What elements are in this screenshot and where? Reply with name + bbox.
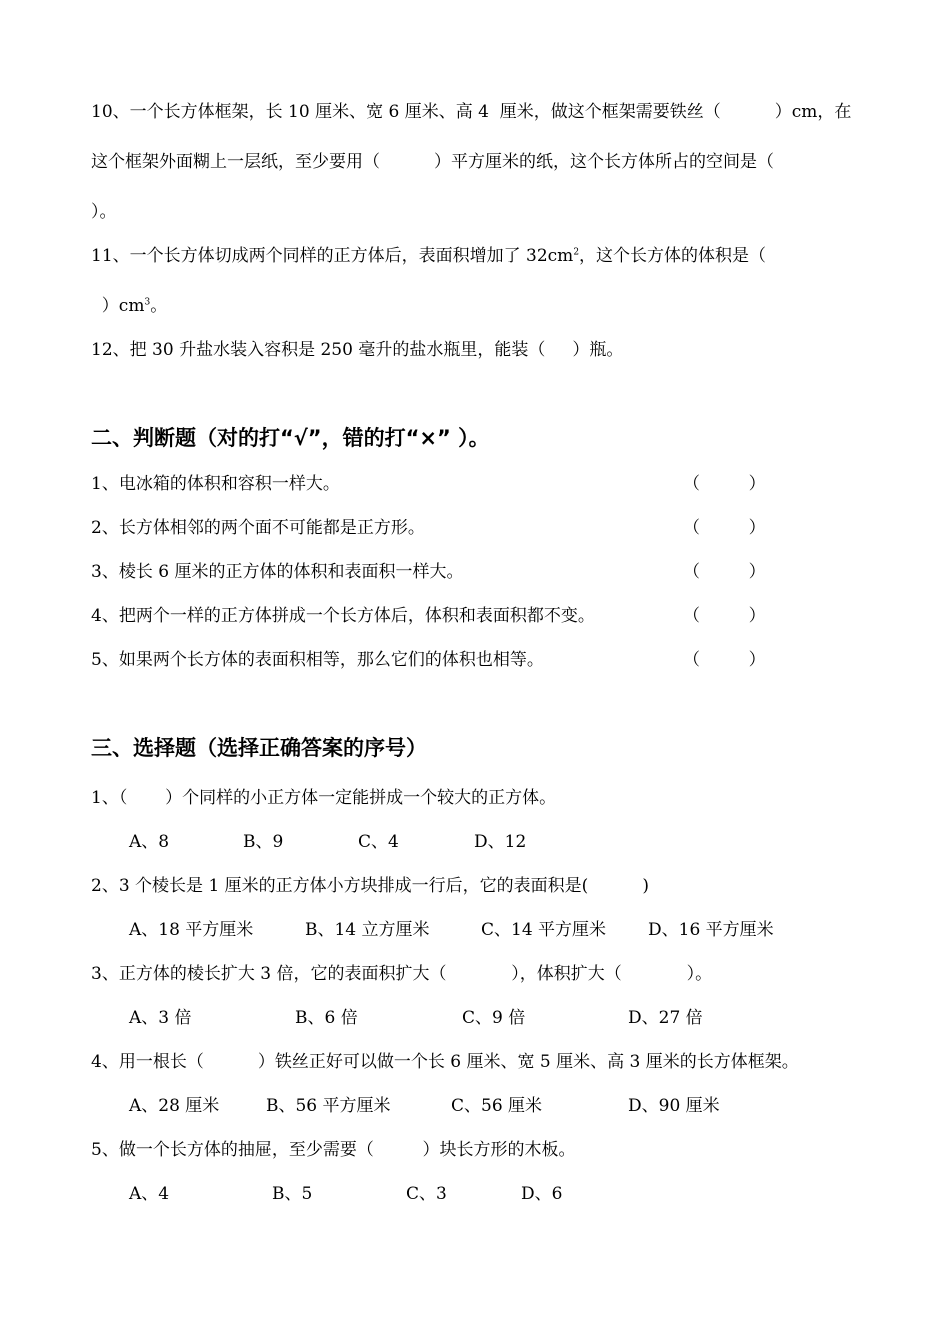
q3-option-a: A、3 倍 — [129, 1008, 192, 1028]
judge-answer-2: （ ） — [683, 518, 766, 538]
q5-option-c: C、3 — [406, 1184, 447, 1204]
q3-option-c: C、9 倍 — [462, 1008, 526, 1028]
q5-option-d: D、6 — [521, 1184, 563, 1204]
q4-option-a: A、28 厘米 — [129, 1096, 220, 1116]
question-10-line-1: 10、一个长方体框架，长 10 厘米、宽 6 厘米、高 4 厘米，做这个框架需要铁丝（ ）cm，在 — [91, 102, 852, 122]
choice-question-3: 3、正方体的棱长扩大 3 倍，它的表面积扩大（ ），体积扩大（ ）。 — [91, 964, 713, 984]
question-10-line-3: ）。 — [91, 202, 117, 222]
judge-item-3: 3、棱长 6 厘米的正方体的体积和表面积一样大。 — [91, 562, 464, 582]
choice-question-4: 4、用一根长（ ）铁丝正好可以做一个长 6 厘米、宽 5 厘米、高 3 厘米的长方体框架。 — [91, 1052, 799, 1072]
choice-question-5: 5、做一个长方体的抽屉，至少需要（ ）块长方形的木板。 — [91, 1140, 576, 1160]
q2-option-a: A、18 平方厘米 — [129, 920, 254, 940]
q3-option-b: B、6 倍 — [295, 1008, 358, 1028]
squared-superscript: 2 — [573, 247, 580, 258]
judge-answer-3: （ ） — [683, 562, 766, 582]
q2-option-d: D、16 平方厘米 — [648, 920, 774, 940]
q1-option-b: B、9 — [243, 832, 284, 852]
q1-option-d: D、12 — [474, 832, 527, 852]
question-10-line-2: 这个框架外面糊上一层纸，至少要用（ ）平方厘米的纸，这个长方体所占的空间是（ — [91, 152, 775, 172]
question-11-text: 11、一个长方体切成两个同样的正方体后，表面积增加了 32cm — [91, 246, 574, 266]
judge-answer-5: （ ） — [683, 650, 766, 670]
q1-option-c: C、4 — [358, 832, 399, 852]
judge-item-2: 2、长方体相邻的两个面不可能都是正方形。 — [91, 518, 425, 538]
judge-answer-4: （ ） — [683, 606, 766, 626]
section-2-heading: 二、判断题（对的打“√”，错的打“×” ）。 — [91, 426, 490, 450]
section-3-heading: 三、选择题（选择正确答案的序号） — [91, 736, 427, 760]
q3-option-d: D、27 倍 — [628, 1008, 703, 1028]
q4-option-c: C、56 厘米 — [451, 1096, 543, 1116]
cubed-superscript: 3 — [144, 297, 151, 308]
question-11-line-1 — [91, 245, 766, 267]
q2-option-c: C、14 平方厘米 — [481, 920, 607, 940]
q4-option-b: B、56 平方厘米 — [266, 1096, 391, 1116]
question-11-text-cont: ，这个长方体的体积是（ — [579, 246, 767, 266]
question-11-line-2 — [91, 295, 167, 317]
q5-option-a: A、4 — [129, 1184, 170, 1204]
choice-question-1: 1、（ ）个同样的小正方体一定能拼成一个较大的正方体。 — [91, 788, 557, 808]
question-12: 12、把 30 升盐水装入容积是 250 毫升的盐水瓶里，能装（ ）瓶。 — [91, 340, 624, 360]
question-11-end: 。 — [150, 296, 168, 316]
choice-question-2: 2、3 个棱长是 1 厘米的正方体小方块排成一行后，它的表面积是( ) — [91, 876, 649, 896]
question-11-answer-blank: ）cm — [91, 296, 145, 316]
judge-answer-1: （ ） — [683, 474, 766, 494]
judge-item-1: 1、电冰箱的体积和容积一样大。 — [91, 474, 340, 494]
judge-item-4: 4、把两个一样的正方体拼成一个长方体后，体积和表面积都不变。 — [91, 606, 595, 626]
q5-option-b: B、5 — [272, 1184, 313, 1204]
q1-option-a: A、8 — [129, 832, 170, 852]
q2-option-b: B、14 立方厘米 — [305, 920, 430, 940]
q4-option-d: D、90 厘米 — [628, 1096, 720, 1116]
judge-item-5: 5、如果两个长方体的表面积相等，那么它们的体积也相等。 — [91, 650, 544, 670]
